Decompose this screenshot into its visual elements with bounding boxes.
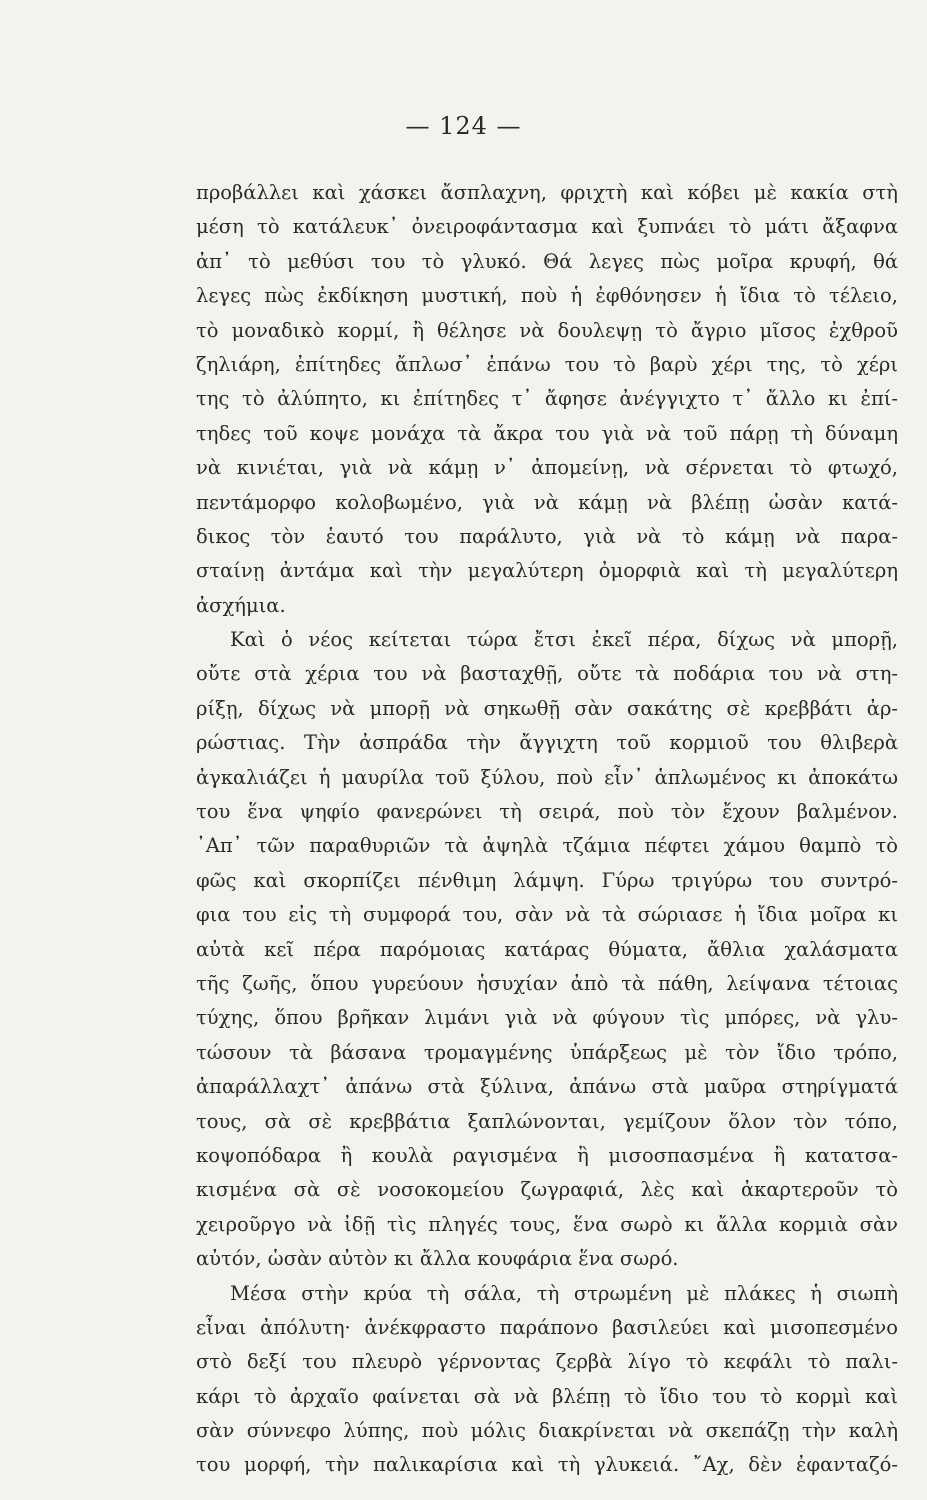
text-line: αὐτόν, ὡσὰν αὐτὸν κι ἄλλα κουφάρια ἕνα σωρό.: [196, 1247, 679, 1271]
text-line: Καὶ ὁ νέος κείτεται τώρα ἔτσι ἐκεῖ πέρα, δίχως νὰ μπορῇ,: [230, 628, 898, 652]
text-line: δικος τὸν ἑαυτό του παράλυτο, γιὰ νὰ τὸ κάμῃ νὰ παρα-: [196, 524, 898, 548]
text-line: πεντάμορφο κολοβωμένο, γιὰ νὰ κάμῃ νὰ βλέπῃ ὡσὰν κατά-: [196, 490, 898, 514]
text-line: της τὸ ἀλύπητο, κι ἐπίτηδες τ᾽ ἄφησε ἀνέγγιχτο τ᾽ ἄλλο κι ἐπί-: [196, 387, 898, 411]
text-line: τους, σὰ σὲ κρεββάτια ξαπλώνονται, γεμίζουν ὅλον τὸν τόπο,: [196, 1109, 898, 1133]
text-line: ζηλιάρη, ἐπίτηδες ἄπλωσ᾽ ἐπάνω του τὸ βαρὺ χέρι της, τὸ χέρι: [196, 352, 898, 376]
text-line: τῆς ζωῆς, ὅπου γυρεύουν ἡσυχίαν ἀπὸ τὰ πάθη, λείψανα τέτοιας: [196, 971, 898, 995]
text-line: ρώστιας. Τὴν ἀσπράδα τὴν ἄγγιχτη τοῦ κορμιοῦ του θλιβερὰ: [196, 731, 898, 755]
text-line: στὸ δεξί του πλευρὸ γέρνοντας ζερβὰ λίγο τὸ κεφάλι τὸ παλι-: [196, 1350, 898, 1374]
text-line: σταίνῃ ἀντάμα καὶ τὴν μεγαλύτερη ὀμορφιὰ καὶ τὴ μεγαλύτερη: [196, 559, 898, 583]
text-line: ᾽Απ᾽ τῶν παραθυριῶν τὰ ἀψηλὰ τζάμια πέφτει χάμου θαμπὸ τὸ: [196, 834, 898, 858]
text-line: νὰ κινιέται, γιὰ νὰ κάμῃ ν᾽ ἀπομείνῃ, νὰ σέρνεται τὸ φτωχό,: [196, 456, 898, 480]
text-line: τηδες τοῦ κοψε μονάχα τὰ ἄκρα του γιὰ νὰ τοῦ πάρῃ τὴ δύναμη: [196, 421, 898, 445]
text-line: σὰν σύννεφο λύπης, ποὺ μόλις διακρίνεται νὰ σκεπάζῃ τὴν καλὴ: [196, 1419, 898, 1443]
text-line: οὔτε στὰ χέρια του νὰ βασταχθῇ, οὔτε τὰ ποδάρια του νὰ στη-: [196, 662, 898, 686]
paragraph-1: [196, 176, 898, 623]
text-line: ἀπαράλλαχτ᾽ ἀπάνω στὰ ξύλινα, ἀπάνω στὰ μαῦρα στηρίγματά: [196, 1075, 898, 1099]
text-line: κισμένα σὰ σὲ νοσοκομείου ζωγραφιά, λὲς καὶ ἀκαρτεροῦν τὸ: [196, 1178, 898, 1202]
text-line: κάρι τὸ ἀρχαῖο φαίνεται σὰ νὰ βλέπῃ τὸ ἴδιο του τὸ κορμὶ καὶ: [196, 1384, 898, 1408]
text-line: φια του εἰς τὴ συμφορά του, σὰν νὰ τὰ σώριασε ἡ ἴδια μοῖρα κι: [196, 903, 898, 927]
text-line: φῶς καὶ σκορπίζει πένθιμη λάμψη. Γύρω τριγύρω του συντρό-: [196, 868, 898, 892]
text-line: του μορφή, τὴν παλικαρίσια καὶ τὴ γλυκειά. ῎Αχ, δὲν ἐφανταζό-: [196, 1453, 898, 1477]
paragraph-2: [196, 623, 898, 1276]
text-line: τύχης, ὅπου βρῆκαν λιμάνι γιὰ νὰ φύγουν τὶς μπόρες, νὰ γλυ-: [196, 1006, 898, 1030]
text-line: εἶναι ἀπόλυτη· ἀνέκφραστο παράπονο βασιλεύει καὶ μισοπεσμένο: [196, 1315, 898, 1339]
text-line: προβάλλει καὶ χάσκει ἄσπλαχνη, φριχτὴ καὶ κόβει μὲ κακία στὴ: [196, 181, 898, 204]
text-line: αὐτὰ κεῖ πέρα παρόμοιας κατάρας θύματα, ἄθλια χαλάσματα: [196, 937, 898, 961]
text-line: ἀπ᾽ τὸ μεθύσι του τὸ γλυκό. Θά λεγες πὼς μοῖρα κρυφή, θά: [196, 249, 898, 273]
body-text: [196, 176, 898, 1483]
text-line: του ἕνα ψηφίο φανερώνει τὴ σειρά, ποὺ τὸν ἔχουν βαλμένον.: [196, 800, 898, 824]
text-line: μέση τὸ κατάλευκ᾽ ὀνειροφάντασμα καὶ ξυπνάει τὸ μάτι ἄξαφνα: [196, 215, 898, 239]
text-line: ἀγκαλιάζει ἡ μαυρίλα τοῦ ξύλου, ποὺ εἶν᾽ ἁπλωμένος κι ἀποκάτω: [196, 765, 898, 789]
text-line: τώσουν τὰ βάσανα τρομαγμένης ὑπάρξεως μὲ τὸν ἴδιο τρόπο,: [196, 1040, 898, 1064]
text-line: τὸ μοναδικὸ κορμί, ἢ θέλησε νὰ δουλεψῃ τὸ ἄγριο μῖσος ἐχθροῦ: [196, 318, 898, 342]
text-line: λεγες πὼς ἐκδίκηση μυστική, ποὺ ἡ ἐφθόνησεν ἡ ἴδια τὸ τέλειο,: [196, 284, 898, 308]
text-line: ἀσχήμια.: [196, 593, 286, 617]
text-line: κοψοπόδαρα ἢ κουλὰ ραγισμένα ἢ μισοσπασμένα ἢ κατατσα-: [196, 1143, 898, 1167]
text-line: ρίξῃ, δίχως νὰ μπορῇ νὰ σηκωθῇ σὰν σακάτης σὲ κρεββάτι ἀρ-: [196, 696, 898, 720]
paragraph-3: [196, 1277, 898, 1483]
page-number: — 124 —: [405, 112, 522, 140]
text-line: χειροῦργο νὰ ἰδῇ τὶς πληγές τους, ἕνα σωρὸ κι ἄλλα κορμιὰ σὰν: [196, 1212, 898, 1236]
text-line: Μέσα στὴν κρύα τὴ σάλα, τὴ στρωμένη μὲ πλάκες ἡ σιωπὴ: [230, 1281, 898, 1305]
